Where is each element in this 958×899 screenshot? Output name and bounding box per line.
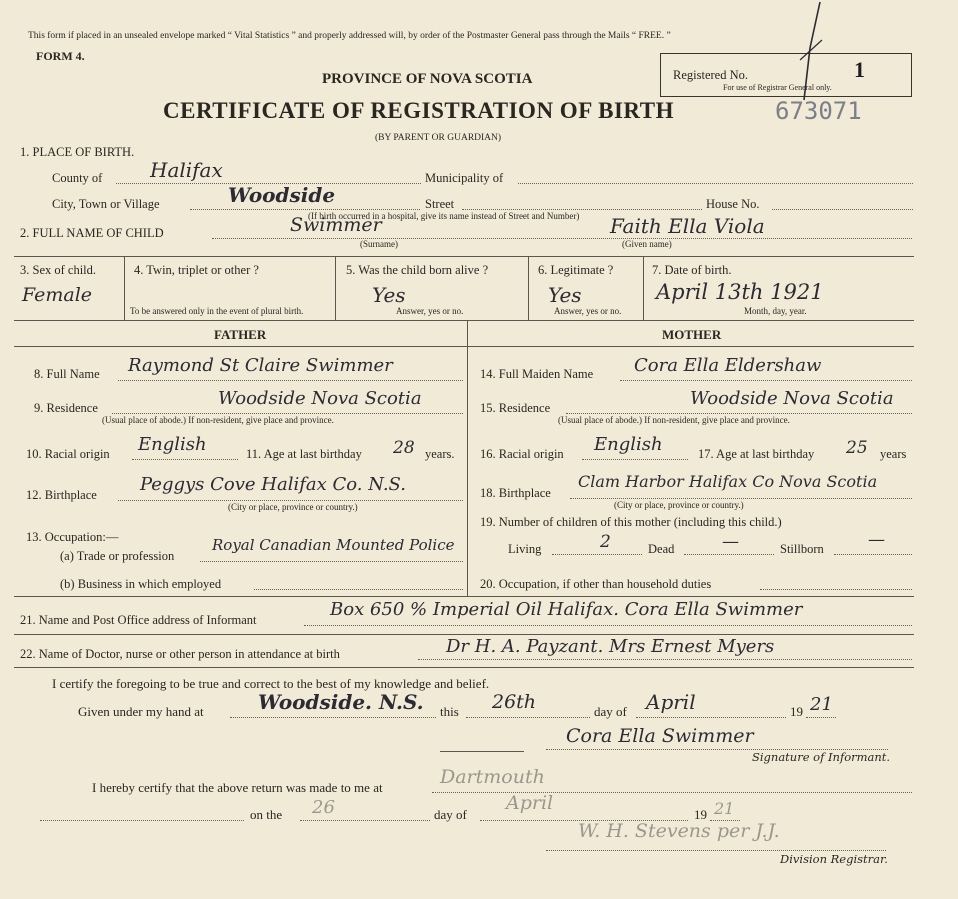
signature-label: Signature of Informant.: [752, 750, 891, 764]
certificate-title: CERTIFICATE OF REGISTRATION OF BIRTH: [163, 98, 674, 123]
father-trade: Royal Canadian Mounted Police: [212, 536, 455, 554]
certify-statement: I certify the foregoing to be true and correct to the best of my knowledge and belief.: [52, 676, 490, 691]
mother-racial-label: 16. Racial origin: [480, 447, 564, 461]
father-heading: FATHER: [214, 327, 267, 342]
this-label: this: [440, 704, 459, 719]
mother-residence-label: 15. Residence: [480, 401, 551, 415]
mother-residence-note: (Usual place of abode.) If non-resident, give place and province.: [558, 415, 790, 425]
certificate-subtitle: (BY PARENT OR GUARDIAN): [375, 133, 502, 143]
mother-birthplace-label: 18. Birthplace: [480, 486, 551, 500]
registrar-year-prefix: 19: [694, 807, 707, 822]
mother-age: 25: [846, 438, 868, 458]
given-name-note: (Given name): [622, 239, 672, 249]
certify-year-prefix: 19: [790, 704, 803, 719]
doctor-value: Dr H. A. Payzant. Mrs Ernest Myers: [446, 636, 775, 657]
certify-month: April: [646, 690, 696, 714]
dead-label: Dead: [648, 542, 675, 556]
stamped-number: 673071: [775, 97, 862, 125]
municipality-label: Municipality of: [425, 171, 504, 185]
registered-note: For use of Registrar General only.: [723, 83, 832, 92]
father-residence-note: (Usual place of abode.) If non-resident, give place and province.: [102, 415, 334, 425]
father-residence-label: 9. Residence: [34, 401, 98, 415]
county-label: County of: [52, 171, 103, 185]
mother-birthplace-note: (City or place, province or country.): [614, 500, 744, 510]
registrar-signature: W. H. Stevens per J.J.: [578, 820, 780, 842]
registered-label: Registered No.: [673, 68, 748, 82]
registrar-day: 26: [312, 797, 335, 818]
father-business-label: (b) Business in which employed: [60, 577, 222, 591]
registrar-month: April: [506, 792, 554, 814]
mother-age-label: 17. Age at last birthday: [698, 447, 815, 461]
father-birthplace: Peggys Cove Halifax Co. N.S.: [140, 474, 406, 495]
stillborn-label: Stillborn: [780, 542, 824, 556]
stillborn-value: —: [868, 530, 885, 550]
mother-birthplace: Clam Harbor Halifax Co Nova Scotia: [578, 472, 878, 491]
father-trade-label: (a) Trade or profession: [60, 549, 175, 563]
city-label: City, Town or Village: [52, 197, 160, 211]
province-heading: PROVINCE OF NOVA SCOTIA: [322, 71, 533, 87]
alive-label: 5. Was the child born alive ?: [346, 263, 489, 277]
birth-date-value: April 13th 1921: [656, 280, 824, 304]
father-residence: Woodside Nova Scotia: [218, 388, 422, 409]
sex-label: 3. Sex of child.: [20, 263, 97, 277]
mother-years: years: [880, 447, 907, 461]
registrar-day-of-label: day of: [434, 807, 467, 822]
father-name-label: 8. Full Name: [34, 367, 100, 381]
pen-stroke-mark: [780, 0, 840, 110]
house-label: House No.: [706, 197, 760, 211]
registered-value: 1: [854, 57, 865, 82]
legitimate-value: Yes: [548, 283, 582, 307]
father-age: 28: [393, 438, 415, 458]
day-of-label: day of: [594, 704, 627, 719]
alive-value: Yes: [372, 283, 406, 307]
father-racial: English: [138, 434, 207, 455]
mother-heading: MOTHER: [662, 327, 722, 342]
twin-label: 4. Twin, triplet or other ?: [134, 263, 259, 277]
father-birthplace-label: 12. Birthplace: [26, 488, 97, 502]
registrar-statement: I hereby certify that the above return was made to me at: [92, 780, 383, 795]
child-name-label: 2. FULL NAME OF CHILD: [20, 226, 164, 240]
mother-name: Cora Ella Eldershaw: [634, 355, 822, 376]
mother-children-label: 19. Number of children of this mother (including this child.): [480, 515, 782, 529]
registrar-title: Division Registrar.: [780, 852, 888, 866]
birth-date-note: Month, day, year.: [744, 306, 807, 316]
father-name: Raymond St Claire Swimmer: [128, 355, 393, 376]
father-occupation-label: 13. Occupation:—: [26, 530, 119, 544]
mother-racial: English: [594, 434, 663, 455]
registrar-year: 21: [714, 799, 735, 818]
mother-name-label: 14. Full Maiden Name: [480, 367, 594, 381]
postal-notice: This form if placed in an unsealed envelope marked “ Vital Statistics ” and properly addressed will, by order of the Postmaster General pass through the Mails “ FREE. ”: [28, 31, 671, 41]
on-the-label: on the: [250, 807, 283, 822]
form-number: FORM 4.: [36, 49, 85, 63]
informant-signature: Cora Ella Swimmer: [566, 725, 754, 747]
father-years: years.: [425, 447, 455, 461]
living-value: 2: [600, 532, 611, 552]
father-birthplace-note: (City or place, province or country.): [228, 502, 358, 512]
father-racial-label: 10. Racial origin: [26, 447, 110, 461]
certify-place: Woodside. N.S.: [258, 690, 424, 714]
given-label: Given under my hand at: [78, 704, 204, 719]
street-label: Street: [425, 197, 455, 211]
certify-day: 26th: [492, 691, 537, 713]
doctor-label: 22. Name of Doctor, nurse or other person in attendance at birth: [20, 647, 340, 661]
child-surname: Swimmer: [290, 214, 382, 236]
hospital-note: (If birth occurred in a hospital, give its name instead of Street and Number): [308, 211, 580, 221]
informant-label: 21. Name and Post Office address of Informant: [20, 613, 257, 627]
informant-value: Box 650 % Imperial Oil Halifax. Cora Ella Swimmer: [330, 599, 803, 620]
mother-residence: Woodside Nova Scotia: [690, 388, 894, 409]
certify-year: 21: [810, 694, 833, 715]
surname-note: (Surname): [360, 239, 398, 249]
registrar-place: Dartmouth: [440, 766, 545, 788]
dead-value: —: [722, 532, 739, 552]
father-age-label: 11. Age at last birthday: [246, 447, 362, 461]
living-label: Living: [508, 542, 542, 556]
county-value: Halifax: [150, 158, 223, 182]
alive-note: Answer, yes or no.: [396, 306, 464, 316]
mother-occupation-label: 20. Occupation, if other than household duties: [480, 577, 712, 591]
place-of-birth-heading: 1. PLACE OF BIRTH.: [20, 145, 135, 159]
sex-value: Female: [22, 284, 93, 306]
birth-date-label: 7. Date of birth.: [652, 263, 732, 277]
twin-note: To be answered only in the event of plural birth.: [130, 306, 304, 316]
child-given-name: Faith Ella Viola: [610, 214, 765, 238]
legitimate-label: 6. Legitimate ?: [538, 263, 614, 277]
city-value: Woodside: [228, 183, 336, 207]
legitimate-note: Answer, yes or no.: [554, 306, 622, 316]
